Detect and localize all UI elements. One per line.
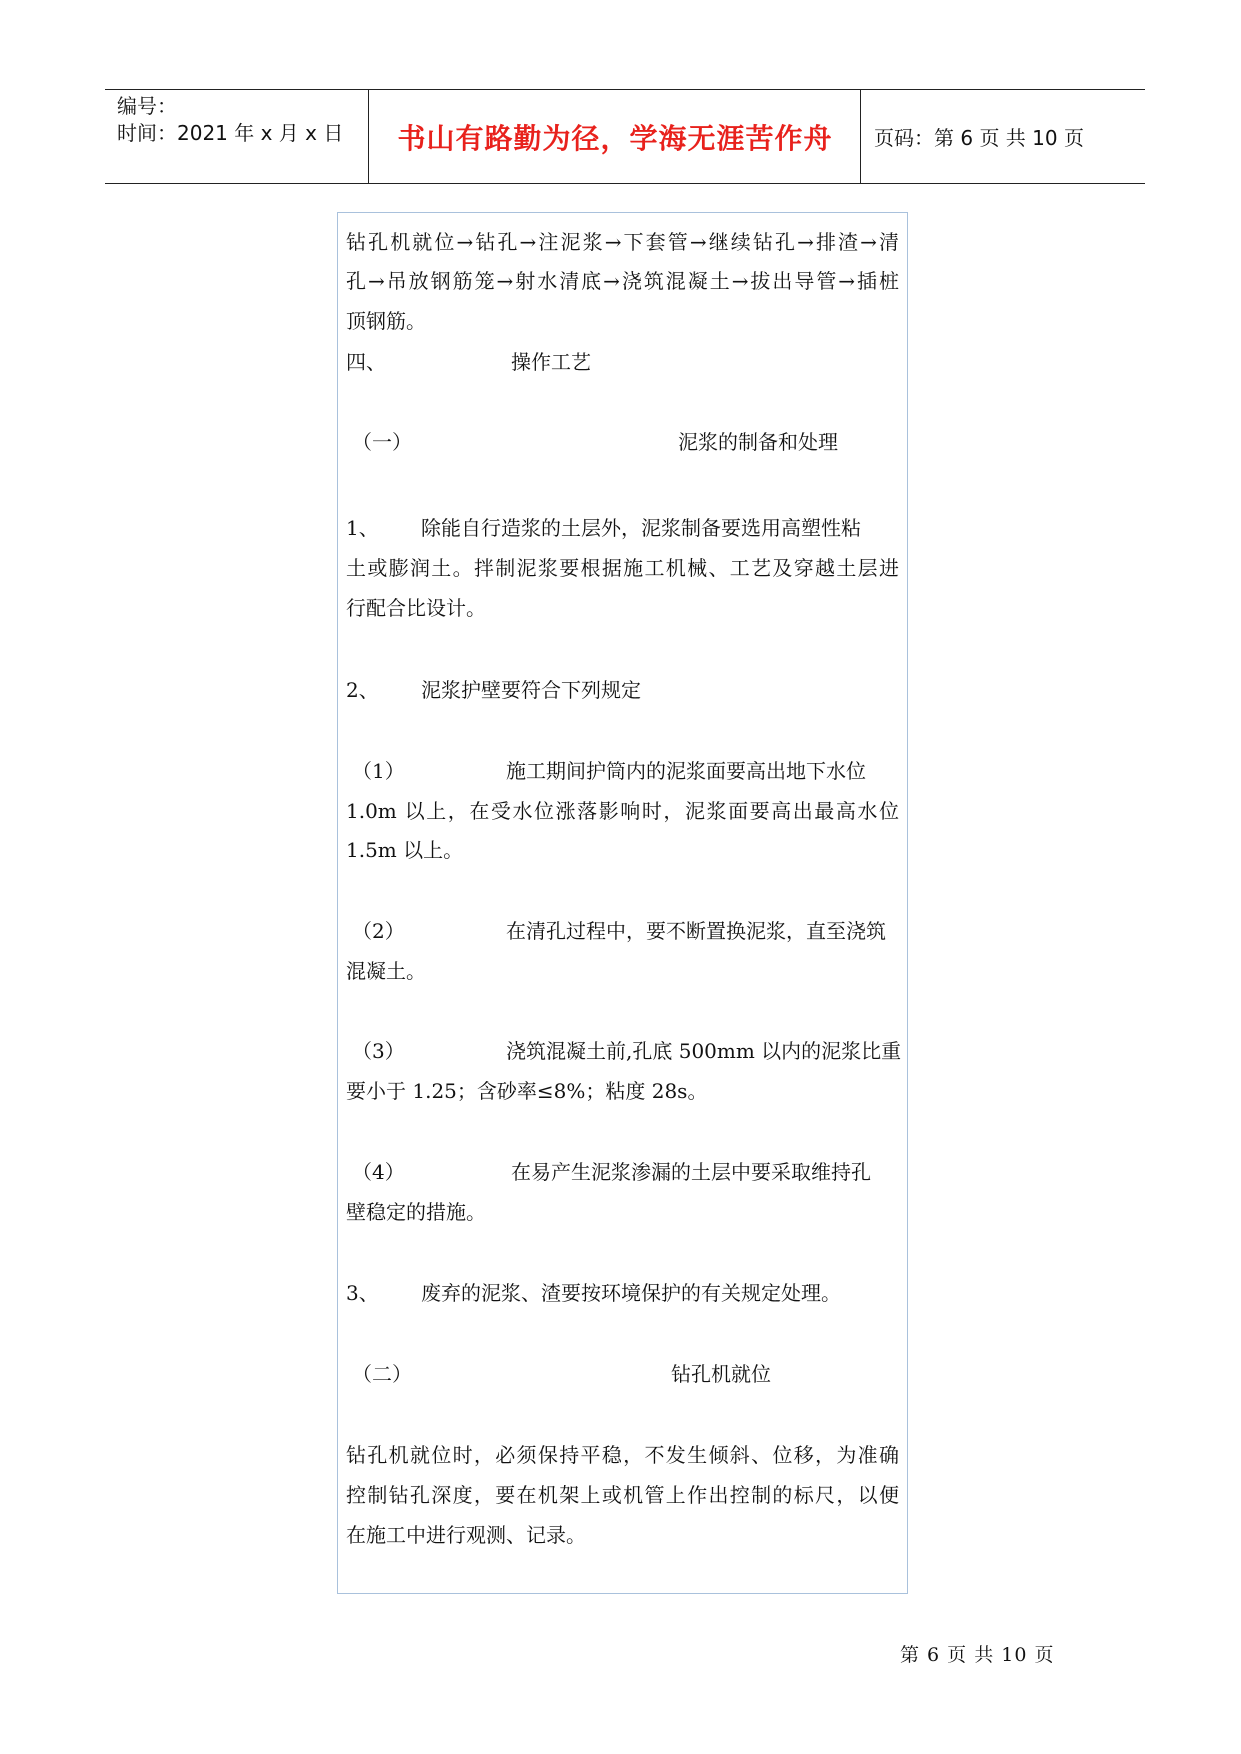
section-heading bbox=[346, 349, 591, 375]
subsection-number: （二） bbox=[352, 1362, 412, 1386]
subsection-number: （一） bbox=[352, 430, 412, 454]
point-3-line-1 bbox=[346, 1038, 902, 1064]
final-line-3: 在施工中进行观测、记录。 bbox=[346, 1523, 586, 1547]
subsection-heading bbox=[346, 429, 838, 455]
point-text: 在易产生泥浆渗漏的土层中要采取维持孔 bbox=[511, 1160, 871, 1184]
item-1-line-3: 行配合比设计。 bbox=[346, 596, 486, 620]
item-1-line-2: 土或膨润土。拌制泥浆要根据施工机械、工艺及穿越土层进 bbox=[346, 556, 899, 580]
page-footer: 第 6 页 共 10 页 bbox=[900, 1644, 1055, 1666]
point-1-line-1 bbox=[346, 758, 866, 784]
section-title: 操作工艺 bbox=[511, 350, 591, 374]
header-page-info: 页码：第 6 页 共 10 页 bbox=[874, 126, 1084, 150]
point-1-line-2: 1.0m 以上，在受水位涨落影响时，泥浆面要高出最高水位 bbox=[346, 799, 899, 823]
subsection-title: 钻孔机就位 bbox=[671, 1362, 771, 1386]
document-header bbox=[105, 89, 1145, 184]
flow-line-3: 顶钢筋。 bbox=[346, 309, 426, 333]
subsection-2-heading bbox=[346, 1361, 771, 1387]
final-line-2: 控制钻孔深度，要在机架上或机管上作出控制的标尺，以便 bbox=[346, 1483, 899, 1507]
point-2-line-1 bbox=[346, 918, 886, 944]
item-3-heading bbox=[346, 1280, 841, 1306]
point-1-line-3: 1.5m 以上。 bbox=[346, 838, 464, 862]
item-number: 2、 bbox=[346, 678, 379, 702]
flow-line-2: 孔→吊放钢筋笼→射水清底→浇筑混凝土→拔出导管→插桩 bbox=[346, 269, 899, 293]
point-3-line-2: 要小于 1.25；含砂率≤8%；粘度 28s。 bbox=[346, 1079, 708, 1103]
section-number: 四、 bbox=[346, 350, 386, 374]
item-text: 废弃的泥浆、渣要按环境保护的有关规定处理。 bbox=[421, 1281, 841, 1305]
item-text: 泥浆护壁要符合下列规定 bbox=[421, 678, 641, 702]
item-1-line-1 bbox=[346, 515, 861, 541]
point-4-line-2: 壁稳定的措施。 bbox=[346, 1200, 486, 1224]
document-time-label: 时间：2021 年 x 月 x 日 bbox=[117, 121, 344, 145]
item-text: 除能自行造浆的土层外，泥浆制备要选用高塑性粘 bbox=[421, 516, 861, 540]
flow-line-1: 钻孔机就位→钻孔→注泥浆→下套管→继续钻孔→排渣→清 bbox=[346, 230, 899, 254]
subsection-title: 泥浆的制备和处理 bbox=[678, 430, 838, 454]
item-number: 3、 bbox=[346, 1281, 379, 1305]
point-4-line-1 bbox=[346, 1159, 871, 1185]
point-number: （2） bbox=[352, 919, 405, 943]
point-text: 施工期间护筒内的泥浆面要高出地下水位 bbox=[506, 759, 866, 783]
item-number: 1、 bbox=[346, 516, 379, 540]
final-line-1: 钻孔机就位时，必须保持平稳，不发生倾斜、位移，为准确 bbox=[346, 1443, 899, 1467]
point-number: （1） bbox=[352, 759, 405, 783]
document-number-label: 编号： bbox=[117, 94, 177, 118]
point-number: （4） bbox=[352, 1160, 405, 1184]
header-meta-cell bbox=[105, 90, 369, 183]
content-box bbox=[337, 212, 908, 1594]
header-motto: 书山有路勤为径，学海无涯苦作舟 bbox=[397, 121, 833, 155]
point-text: 浇筑混凝土前,孔底 500mm 以内的泥浆比重 bbox=[506, 1039, 902, 1063]
point-number: （3） bbox=[352, 1039, 405, 1063]
point-text: 在清孔过程中，要不断置换泥浆，直至浇筑 bbox=[506, 919, 886, 943]
item-2-heading bbox=[346, 677, 641, 703]
header-motto-cell bbox=[370, 90, 861, 183]
point-2-line-2: 混凝土。 bbox=[346, 959, 426, 983]
